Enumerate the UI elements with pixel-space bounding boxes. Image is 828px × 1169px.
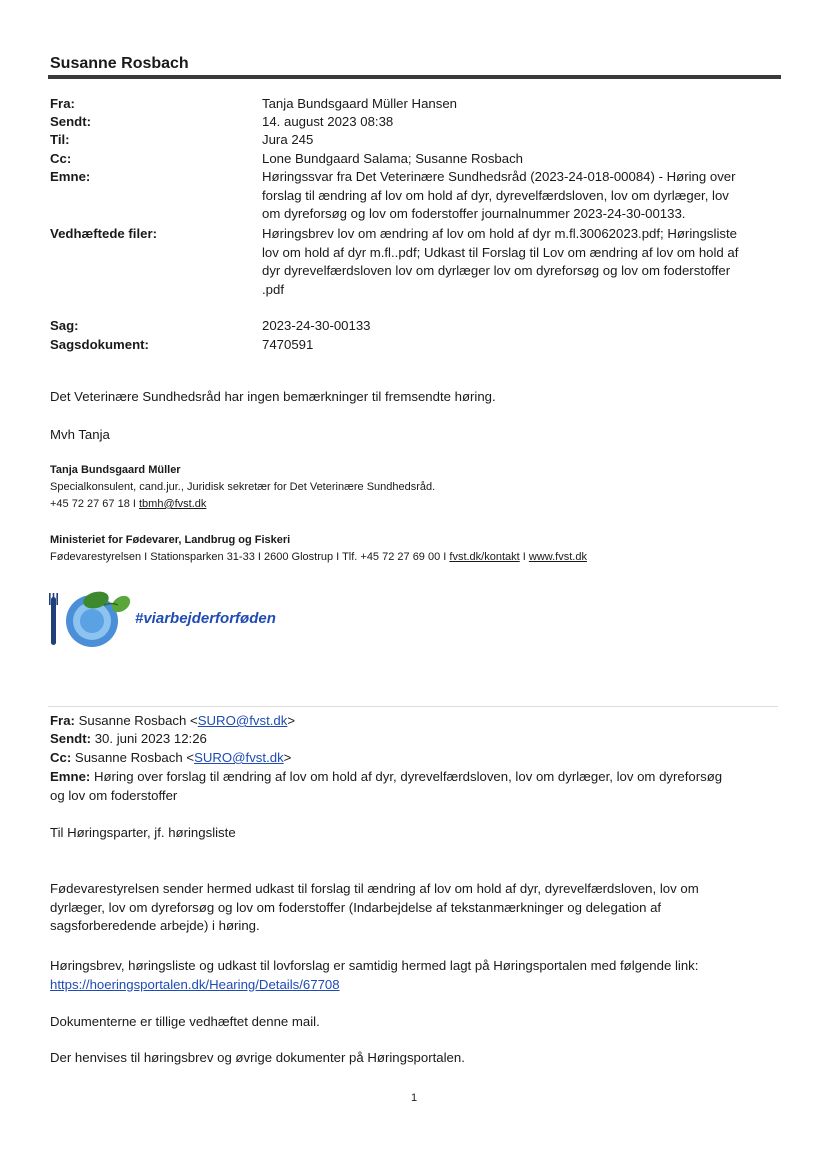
to-value: Jura 245: [262, 132, 314, 147]
sent-value: 14. august 2023 08:38: [262, 114, 394, 129]
attachment-line: dyr dyrevelfærdsloven lov om dyrlæger lov om dyreforsøg og lov om foderstoffer: [262, 263, 731, 278]
fwd-subject-label: Emne:: [50, 769, 91, 784]
fwd-from-row: Fra: Susanne Rosbach <SURO@fvst.dk>: [50, 713, 296, 728]
fwd-to-parties: Til Høringsparter, jf. høringsliste: [50, 825, 236, 840]
fwd-paragraph-3: Dokumenterne er tillige vedhæftet denne mail.: [50, 1014, 320, 1029]
fwd-from-label: Fra:: [50, 713, 75, 728]
forwarded-divider: [48, 706, 778, 707]
attachment-line: .pdf: [262, 281, 284, 297]
attachments-value: [262, 225, 782, 299]
signature-name: Tanja Bundsgaard Müller: [50, 464, 181, 476]
signature-phone: +45 72 27 67 18 I: [50, 498, 139, 510]
page-number: 1: [410, 1092, 418, 1104]
attachments-label: Vedhæftede filer:: [50, 226, 157, 241]
attachment-line: lov om hold af dyr m.fl..pdf; Udkast til Forslag til Lov om ændring af lov om hold af: [262, 244, 739, 260]
signature-ministry: Ministeriet for Fødevarer, Landbrug og Fiskeri: [50, 534, 291, 546]
fwd-subject-line2: og lov om foderstoffer: [50, 787, 178, 803]
casedoc-value: 7470591: [262, 337, 314, 352]
hearing-portal-link[interactable]: https://hoeringsportalen.dk/Hearing/Details/67708: [50, 976, 340, 992]
cc-value: Lone Bundgaard Salama; Susanne Rosbach: [262, 151, 524, 166]
mailbox-owner-name: Susanne Rosbach: [50, 55, 189, 72]
header-rule: [48, 75, 781, 79]
subject-label: Emne:: [50, 169, 91, 184]
fwd-paragraph-4: Der henvises til høringsbrev og øvrige dokumenter på Høringsportalen.: [50, 1050, 465, 1065]
signature-address: [50, 549, 587, 565]
contact-link[interactable]: fvst.dk/kontakt: [449, 551, 520, 563]
from-value: Tanja Bundsgaard Müller Hansen: [262, 96, 457, 111]
message-line: Det Veterinære Sundhedsråd har ingen bemærkninger til fremsendte høring.: [50, 389, 496, 404]
case-label: Sag:: [50, 318, 79, 333]
website-link[interactable]: www.fvst.dk: [528, 551, 587, 563]
subject-line: forslag til ændring af lov om hold af dyr, dyrevelfærdsloven, lov om dyrlæger, lov: [262, 187, 729, 203]
signature-address-text: Fødevarestyrelsen I Stationsparken 31-33 I 2600 Glostrup I Tlf. +45 72 27 69 00 I: [50, 551, 450, 563]
fwd-paragraph-2: Høringsbrev, høringsliste og udkast til lovforslag er samtidig hermed lagt på Høringsportalen med følgende link: https://hoeringsportalen.dk/Hearing/Details/67708: [50, 958, 699, 992]
fwd-sent-row: [50, 730, 780, 749]
fwd-cc-email-link[interactable]: SURO@fvst.dk: [194, 750, 284, 765]
cc-label: Cc:: [50, 151, 72, 166]
subject-line: om dyreforsøg og lov om foderstoffer journalnummer 2023-24-30-00133.: [262, 206, 686, 221]
signature-email-link[interactable]: tbmh@fvst.dk: [139, 498, 207, 510]
to-label: Til:: [50, 132, 70, 147]
fwd-from-email-link[interactable]: SURO@fvst.dk: [197, 713, 288, 728]
plate-icon: [48, 587, 148, 649]
separator: I: [519, 551, 529, 563]
signature-contact: [50, 496, 206, 512]
fwd-cc-row: Cc: Susanne Rosbach <SURO@fvst.dk>: [50, 750, 292, 765]
fwd-cc-label: Cc:: [50, 750, 72, 765]
attachment-line: Høringsbrev lov om ændring af lov om hold af dyr m.fl.30062023.pdf; Høringsliste: [262, 226, 737, 241]
from-label: Fra:: [50, 96, 75, 111]
fwd-paragraph-1: Fødevarestyrelsen sender hermed udkast til forslag til ændring af lov om hold af dyr, dyrevelfærdsloven, lov om dyrlæger, lov om dyreforsøg og lov om foderstoffer (Indarbejdelse af tekstanmærkninger og delegation af sagsforberedende arbejde) i høring.: [50, 881, 699, 933]
fwd-sent-value: 30. juni 2023 12:26: [91, 731, 207, 746]
sent-label: Sendt:: [50, 114, 92, 129]
casedoc-label: Sagsdokument:: [50, 337, 149, 352]
fwd-sent-label: Sendt:: [50, 731, 92, 746]
case-value: 2023-24-30-00133: [262, 318, 371, 333]
signature-title: Specialkonsulent, cand.jur., Juridisk sekretær for Det Veterinære Sundhedsråd.: [50, 481, 436, 493]
fwd-subject-row: [50, 768, 780, 805]
fwd-cc-name: Susanne Rosbach <: [71, 750, 195, 765]
campaign-hashtag: #viarbejderforføden: [135, 610, 276, 627]
fwd-from-name: Susanne Rosbach <: [74, 713, 198, 728]
subject-line: Høringssvar fra Det Veterinære Sundhedsråd (2023-24-018-00084) - Høring over: [262, 169, 736, 184]
message-greeting: Mvh Tanja: [50, 427, 110, 442]
subject-value: [262, 168, 782, 224]
fwd-subject-line1: Høring over forslag til ændring af lov om hold af dyr, dyrevelfærdsloven, lov om dyrlæger, lov om dyreforsøg: [90, 769, 723, 784]
